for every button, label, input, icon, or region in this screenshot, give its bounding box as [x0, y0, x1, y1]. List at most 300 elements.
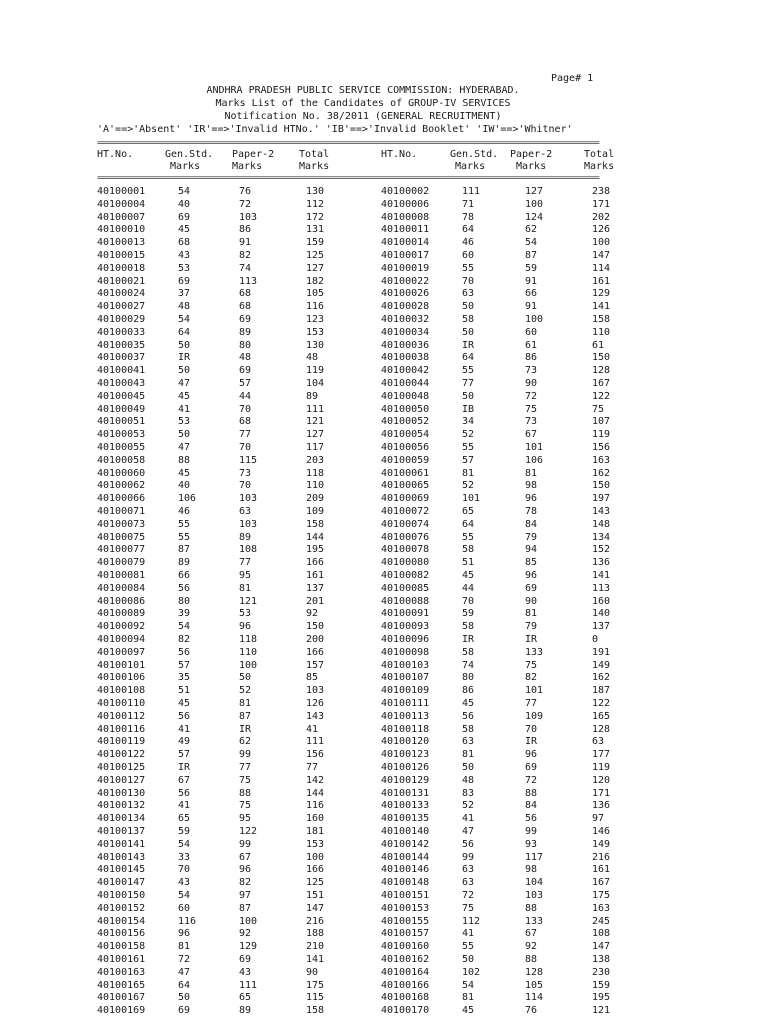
paper2-marks-right: 91 — [525, 301, 538, 313]
paper2-marks-right: 69 — [525, 762, 538, 773]
paper2-marks-right: 87 — [525, 250, 538, 261]
total-marks-right: 128 — [592, 365, 611, 377]
ht-no-right: 40100065 — [381, 480, 430, 492]
table-row — [0, 992, 768, 1005]
ht-no-right: 40100014 — [381, 237, 430, 249]
table-row — [0, 288, 768, 301]
paper2-marks-left: 43 — [239, 966, 252, 978]
ht-no-right: 40100126 — [381, 762, 430, 773]
gen-std-marks-right: 48 — [462, 774, 475, 786]
ht-no-left: 40100010 — [97, 224, 146, 236]
paper2-marks-left: 95 — [239, 570, 252, 581]
paper2-marks-left: 89 — [239, 326, 252, 338]
ht-no-right: 40100168 — [381, 992, 430, 1004]
paper2-marks-right: 91 — [525, 275, 538, 287]
gen-std-marks-left: 106 — [178, 493, 197, 505]
gen-std-marks-right: 55 — [462, 941, 475, 953]
ht-no-right: 40100034 — [381, 326, 430, 338]
paper2-marks-left: 96 — [239, 621, 252, 633]
total-marks-left: 103 — [306, 685, 325, 697]
ht-no-right: 40100146 — [381, 864, 430, 876]
table-row — [0, 429, 768, 442]
ht-no-right: 40100109 — [381, 685, 430, 697]
paper2-marks-left: 91 — [239, 237, 252, 249]
paper2-marks-right: 67 — [525, 429, 538, 441]
paper2-marks-left: 97 — [239, 890, 252, 901]
ht-no-right: 40100140 — [381, 826, 430, 837]
gen-std-marks-left: 87 — [178, 544, 191, 556]
gen-std-marks-right: 50 — [462, 326, 475, 338]
ht-no-right: 40100008 — [381, 211, 430, 223]
paper2-marks-left: 77 — [239, 429, 252, 441]
paper2-marks-left: 100 — [239, 659, 258, 671]
paper2-marks-right: 82 — [525, 672, 538, 684]
table-row — [0, 903, 768, 916]
total-marks-right: 216 — [592, 851, 611, 863]
ht-no-left: 40100077 — [97, 544, 146, 556]
header-paper2-right: Paper-2 — [510, 149, 553, 160]
ht-no-right: 40100096 — [381, 634, 430, 645]
total-marks-left: 117 — [306, 442, 325, 453]
paper2-marks-right: 96 — [525, 570, 538, 581]
gen-std-marks-left: 50 — [178, 339, 191, 351]
gen-std-marks-left: 47 — [178, 378, 191, 389]
gen-std-marks-left: 45 — [178, 467, 191, 479]
gen-std-marks-right: 34 — [462, 416, 475, 428]
ht-no-right: 40100048 — [381, 390, 430, 402]
gen-std-marks-right: 81 — [462, 467, 475, 479]
ht-no-left: 40100079 — [97, 557, 146, 569]
header-gen-std-left: Gen.Std. — [165, 149, 214, 160]
paper2-marks-right: 88 — [525, 902, 538, 914]
table-row — [0, 250, 768, 263]
total-marks-right: 136 — [592, 800, 611, 812]
ht-no-right: 40100085 — [381, 582, 430, 594]
total-marks-left: 209 — [306, 493, 325, 505]
paper2-marks-left: 89 — [239, 531, 252, 543]
paper2-marks-left: 73 — [239, 467, 252, 479]
total-marks-left: 143 — [306, 710, 325, 722]
paper2-marks-left: 92 — [239, 928, 252, 940]
paper2-marks-right: 85 — [525, 557, 538, 569]
ht-no-left: 40100045 — [97, 390, 146, 402]
paper2-marks-left: 115 — [239, 454, 258, 466]
paper2-marks-left: 53 — [239, 608, 252, 620]
paper2-marks-right: 90 — [525, 378, 538, 389]
total-marks-left: 182 — [306, 275, 325, 287]
paper2-marks-right: 86 — [525, 352, 538, 364]
gen-std-marks-right: 58 — [462, 646, 475, 658]
total-marks-right: 143 — [592, 506, 611, 517]
total-marks-right: 149 — [592, 659, 611, 671]
total-marks-left: 172 — [306, 211, 325, 223]
total-marks-left: 130 — [306, 339, 325, 351]
gen-std-marks-right: 64 — [462, 518, 475, 530]
ht-no-left: 40100013 — [97, 237, 146, 249]
table-row — [0, 544, 768, 557]
ht-no-right: 40100028 — [381, 301, 430, 313]
gen-std-marks-left: 40 — [178, 198, 191, 210]
total-marks-right: 161 — [592, 275, 611, 287]
header-paper2-left: Paper-2 — [232, 149, 275, 160]
total-marks-right: 97 — [592, 813, 605, 825]
total-marks-right: 171 — [592, 198, 611, 210]
table-row — [0, 954, 768, 967]
ht-no-left: 40100058 — [97, 454, 146, 466]
gen-std-marks-left: 49 — [178, 736, 191, 748]
ht-no-right: 40100011 — [381, 224, 430, 236]
total-marks-right: 163 — [592, 454, 611, 466]
paper2-marks-left: 95 — [239, 813, 252, 825]
paper2-marks-right: IR — [525, 634, 538, 645]
table-row — [0, 967, 768, 980]
total-marks-right: 108 — [592, 928, 611, 940]
table-row — [0, 672, 768, 685]
ht-no-right: 40100170 — [381, 1005, 430, 1017]
paper2-marks-right: 79 — [525, 621, 538, 633]
ht-no-left: 40100147 — [97, 877, 146, 889]
gen-std-marks-left: 81 — [178, 941, 191, 953]
gen-std-marks-right: 70 — [462, 275, 475, 287]
ht-no-right: 40100164 — [381, 966, 430, 978]
total-marks-left: 111 — [306, 736, 325, 748]
total-marks-right: 119 — [592, 762, 611, 773]
total-marks-right: 238 — [592, 186, 611, 197]
paper2-marks-left: 96 — [239, 864, 252, 876]
header-ht-no-left: HT.No. — [97, 149, 134, 160]
paper2-marks-left: 69 — [239, 954, 252, 965]
ht-no-left: 40100143 — [97, 851, 146, 863]
ht-no-right: 40100054 — [381, 429, 430, 441]
paper2-marks-right: 128 — [525, 966, 544, 978]
gen-std-marks-right: IB — [462, 403, 475, 415]
ht-no-left: 40100051 — [97, 416, 146, 428]
gen-std-marks-right: 112 — [462, 915, 481, 927]
ht-no-left: 40100037 — [97, 352, 146, 364]
table-row — [0, 532, 768, 545]
total-marks-left: 104 — [306, 378, 325, 389]
table-row — [0, 199, 768, 212]
paper2-marks-left: 65 — [239, 992, 252, 1004]
gen-std-marks-left: 45 — [178, 224, 191, 236]
gen-std-marks-left: 51 — [178, 685, 191, 697]
gen-std-marks-right: 47 — [462, 826, 475, 837]
paper2-marks-left: 52 — [239, 685, 252, 697]
gen-std-marks-right: 51 — [462, 557, 475, 569]
table-row — [0, 276, 768, 289]
table-row — [0, 1005, 768, 1018]
total-marks-left: 157 — [306, 659, 325, 671]
total-marks-left: 123 — [306, 314, 325, 325]
table-row — [0, 647, 768, 660]
ht-no-left: 40100073 — [97, 518, 146, 530]
total-marks-left: 112 — [306, 198, 325, 210]
total-marks-right: 122 — [592, 390, 611, 402]
table-row — [0, 301, 768, 314]
total-marks-right: 146 — [592, 826, 611, 837]
ht-no-right: 40100129 — [381, 774, 430, 786]
total-marks-right: 126 — [592, 224, 611, 236]
total-marks-right: 175 — [592, 890, 611, 901]
paper2-marks-left: 48 — [239, 352, 252, 364]
total-marks-left: 142 — [306, 774, 325, 786]
header-total-right: Total — [584, 149, 615, 160]
gen-std-marks-left: 43 — [178, 250, 191, 261]
total-marks-left: 90 — [306, 966, 319, 978]
gen-std-marks-right: 81 — [462, 749, 475, 761]
total-marks-left: 85 — [306, 672, 319, 684]
total-marks-left: 150 — [306, 621, 325, 633]
table-row — [0, 711, 768, 724]
ht-no-left: 40100141 — [97, 838, 146, 850]
ht-no-left: 40100033 — [97, 326, 146, 338]
gen-std-marks-right: 57 — [462, 454, 475, 466]
total-marks-left: 118 — [306, 467, 325, 479]
paper2-marks-left: 69 — [239, 365, 252, 377]
ht-no-right: 40100038 — [381, 352, 430, 364]
gen-std-marks-right: 63 — [462, 736, 475, 748]
paper2-marks-right: 75 — [525, 659, 538, 671]
gen-std-marks-left: 37 — [178, 288, 191, 300]
paper2-marks-right: 88 — [525, 954, 538, 965]
paper2-marks-left: 100 — [239, 915, 258, 927]
total-marks-left: 141 — [306, 954, 325, 965]
table-row — [0, 557, 768, 570]
total-marks-right: 148 — [592, 518, 611, 530]
ht-no-left: 40100071 — [97, 506, 146, 517]
paper2-marks-right: 72 — [525, 774, 538, 786]
table-row — [0, 890, 768, 903]
paper2-marks-right: 96 — [525, 493, 538, 505]
total-marks-left: 151 — [306, 890, 325, 901]
table-row — [0, 340, 768, 353]
total-marks-left: 127 — [306, 429, 325, 441]
gen-std-marks-left: 53 — [178, 416, 191, 428]
total-marks-left: 127 — [306, 262, 325, 274]
total-marks-right: 120 — [592, 774, 611, 786]
gen-std-marks-left: 56 — [178, 787, 191, 799]
ht-no-right: 40100123 — [381, 749, 430, 761]
paper2-marks-left: 70 — [239, 403, 252, 415]
ht-no-left: 40100108 — [97, 685, 146, 697]
paper2-marks-right: 60 — [525, 326, 538, 338]
paper2-marks-right: 81 — [525, 467, 538, 479]
total-marks-left: 210 — [306, 941, 325, 953]
gen-std-marks-right: 55 — [462, 262, 475, 274]
total-marks-right: 156 — [592, 442, 611, 453]
paper2-marks-left: 72 — [239, 198, 252, 210]
gen-std-marks-right: 75 — [462, 902, 475, 914]
gen-std-marks-left: 50 — [178, 429, 191, 441]
gen-std-marks-left: 47 — [178, 442, 191, 453]
paper2-marks-right: 98 — [525, 480, 538, 492]
paper2-marks-right: 124 — [525, 211, 544, 223]
total-marks-left: 153 — [306, 326, 325, 338]
ht-no-left: 40100060 — [97, 467, 146, 479]
paper2-marks-left: 110 — [239, 646, 258, 658]
gen-std-marks-right: 56 — [462, 710, 475, 722]
total-marks-right: 150 — [592, 480, 611, 492]
gen-std-marks-right: 54 — [462, 979, 475, 991]
paper2-marks-left: 57 — [239, 378, 252, 389]
ht-no-right: 40100017 — [381, 250, 430, 261]
total-marks-right: 75 — [592, 403, 605, 415]
paper2-marks-right: 67 — [525, 928, 538, 940]
total-marks-left: 41 — [306, 723, 319, 735]
total-marks-left: 160 — [306, 813, 325, 825]
paper2-marks-right: 56 — [525, 813, 538, 825]
ht-no-right: 40100142 — [381, 838, 430, 850]
header-gen-std-right: Gen.Std. — [450, 149, 499, 160]
table-row — [0, 660, 768, 673]
total-marks-right: 162 — [592, 672, 611, 684]
gen-std-marks-right: 64 — [462, 224, 475, 236]
gen-std-marks-right: 58 — [462, 544, 475, 556]
paper2-marks-right: 54 — [525, 237, 538, 249]
gen-std-marks-left: 82 — [178, 634, 191, 645]
ht-no-left: 40100041 — [97, 365, 146, 377]
ht-no-right: 40100076 — [381, 531, 430, 543]
ht-no-left: 40100053 — [97, 429, 146, 441]
total-marks-right: 165 — [592, 710, 611, 722]
paper2-marks-right: 76 — [525, 1005, 538, 1017]
table-row — [0, 506, 768, 519]
ht-no-left: 40100134 — [97, 813, 146, 825]
ht-no-left: 40100119 — [97, 736, 146, 748]
ht-no-left: 40100055 — [97, 442, 146, 453]
table-row — [0, 749, 768, 762]
paper2-marks-right: 70 — [525, 723, 538, 735]
header-marks-gen-left: Marks — [170, 161, 201, 172]
paper2-marks-left: 67 — [239, 851, 252, 863]
total-marks-left: 188 — [306, 928, 325, 940]
total-marks-right: 129 — [592, 288, 611, 300]
total-marks-right: 171 — [592, 787, 611, 799]
paper2-marks-right: 72 — [525, 390, 538, 402]
gen-std-marks-left: 80 — [178, 595, 191, 607]
table-row — [0, 263, 768, 276]
ht-no-left: 40100062 — [97, 480, 146, 492]
paper2-marks-right: 59 — [525, 262, 538, 274]
paper2-marks-left: 77 — [239, 762, 252, 773]
gen-std-marks-left: 96 — [178, 928, 191, 940]
paper2-marks-right: 73 — [525, 416, 538, 428]
total-marks-right: 160 — [592, 595, 611, 607]
total-marks-right: 141 — [592, 570, 611, 581]
ht-no-right: 40100088 — [381, 595, 430, 607]
paper2-marks-left: 89 — [239, 1005, 252, 1017]
paper2-marks-left: 122 — [239, 826, 258, 837]
paper2-marks-left: 108 — [239, 544, 258, 556]
paper2-marks-right: 133 — [525, 646, 544, 658]
paper2-marks-left: 70 — [239, 442, 252, 453]
total-marks-left: 100 — [306, 851, 325, 863]
gen-std-marks-right: 60 — [462, 250, 475, 261]
paper2-marks-left: 118 — [239, 634, 258, 645]
paper2-marks-left: 82 — [239, 250, 252, 261]
total-marks-right: 149 — [592, 838, 611, 850]
header-ht-no-right: HT.No. — [381, 149, 418, 160]
table-row — [0, 839, 768, 852]
paper2-marks-right: 100 — [525, 198, 544, 210]
gen-std-marks-left: 59 — [178, 826, 191, 837]
table-row — [0, 762, 768, 775]
total-marks-right: 177 — [592, 749, 611, 761]
total-marks-right: 147 — [592, 941, 611, 953]
total-marks-right: 150 — [592, 352, 611, 364]
ht-no-left: 40100001 — [97, 186, 146, 197]
gen-std-marks-right: 74 — [462, 659, 475, 671]
ht-no-right: 40100022 — [381, 275, 430, 287]
total-marks-left: 166 — [306, 864, 325, 876]
total-marks-left: 111 — [306, 403, 325, 415]
gen-std-marks-right: 101 — [462, 493, 481, 505]
table-row — [0, 621, 768, 634]
table-row — [0, 416, 768, 429]
table-row — [0, 928, 768, 941]
gen-std-marks-right: 41 — [462, 928, 475, 940]
table-row — [0, 378, 768, 391]
total-marks-right: 140 — [592, 608, 611, 620]
ht-no-left: 40100132 — [97, 800, 146, 812]
gen-std-marks-right: 55 — [462, 365, 475, 377]
gen-std-marks-right: 72 — [462, 890, 475, 901]
paper2-marks-right: 62 — [525, 224, 538, 236]
total-marks-right: 63 — [592, 736, 605, 748]
paper2-marks-left: 44 — [239, 390, 252, 402]
gen-std-marks-right: 41 — [462, 813, 475, 825]
ht-no-left: 40100106 — [97, 672, 146, 684]
gen-std-marks-left: 67 — [178, 774, 191, 786]
total-marks-left: 166 — [306, 557, 325, 569]
gen-std-marks-right: 58 — [462, 723, 475, 735]
ht-no-right: 40100059 — [381, 454, 430, 466]
paper2-marks-right: 105 — [525, 979, 544, 991]
ht-no-left: 40100049 — [97, 403, 146, 415]
gen-std-marks-left: 54 — [178, 838, 191, 850]
gen-std-marks-right: 70 — [462, 595, 475, 607]
total-marks-left: 216 — [306, 915, 325, 927]
total-marks-left: 158 — [306, 1005, 325, 1017]
header-marks-total-left: Marks — [299, 161, 330, 172]
gen-std-marks-right: IR — [462, 339, 475, 351]
gen-std-marks-left: 40 — [178, 480, 191, 492]
gen-std-marks-left: 48 — [178, 301, 191, 313]
table-row — [0, 775, 768, 788]
gen-std-marks-right: 63 — [462, 288, 475, 300]
total-marks-right: 61 — [592, 339, 605, 351]
gen-std-marks-right: 55 — [462, 531, 475, 543]
paper2-marks-right: 93 — [525, 838, 538, 850]
gen-std-marks-left: 50 — [178, 992, 191, 1004]
table-row — [0, 634, 768, 647]
ht-no-left: 40100116 — [97, 723, 146, 735]
ht-no-right: 40100107 — [381, 672, 430, 684]
paper2-marks-left: 99 — [239, 838, 252, 850]
gen-std-marks-left: 56 — [178, 646, 191, 658]
total-marks-left: 77 — [306, 762, 319, 773]
table-row — [0, 327, 768, 340]
gen-std-marks-left: 65 — [178, 813, 191, 825]
total-marks-left: 181 — [306, 826, 325, 837]
paper2-marks-right: IR — [525, 736, 538, 748]
ht-no-left: 40100089 — [97, 608, 146, 620]
ht-no-left: 40100169 — [97, 1005, 146, 1017]
gen-std-marks-right: 50 — [462, 762, 475, 773]
total-marks-left: 175 — [306, 979, 325, 991]
total-marks-left: 121 — [306, 416, 325, 428]
ht-no-right: 40100006 — [381, 198, 430, 210]
